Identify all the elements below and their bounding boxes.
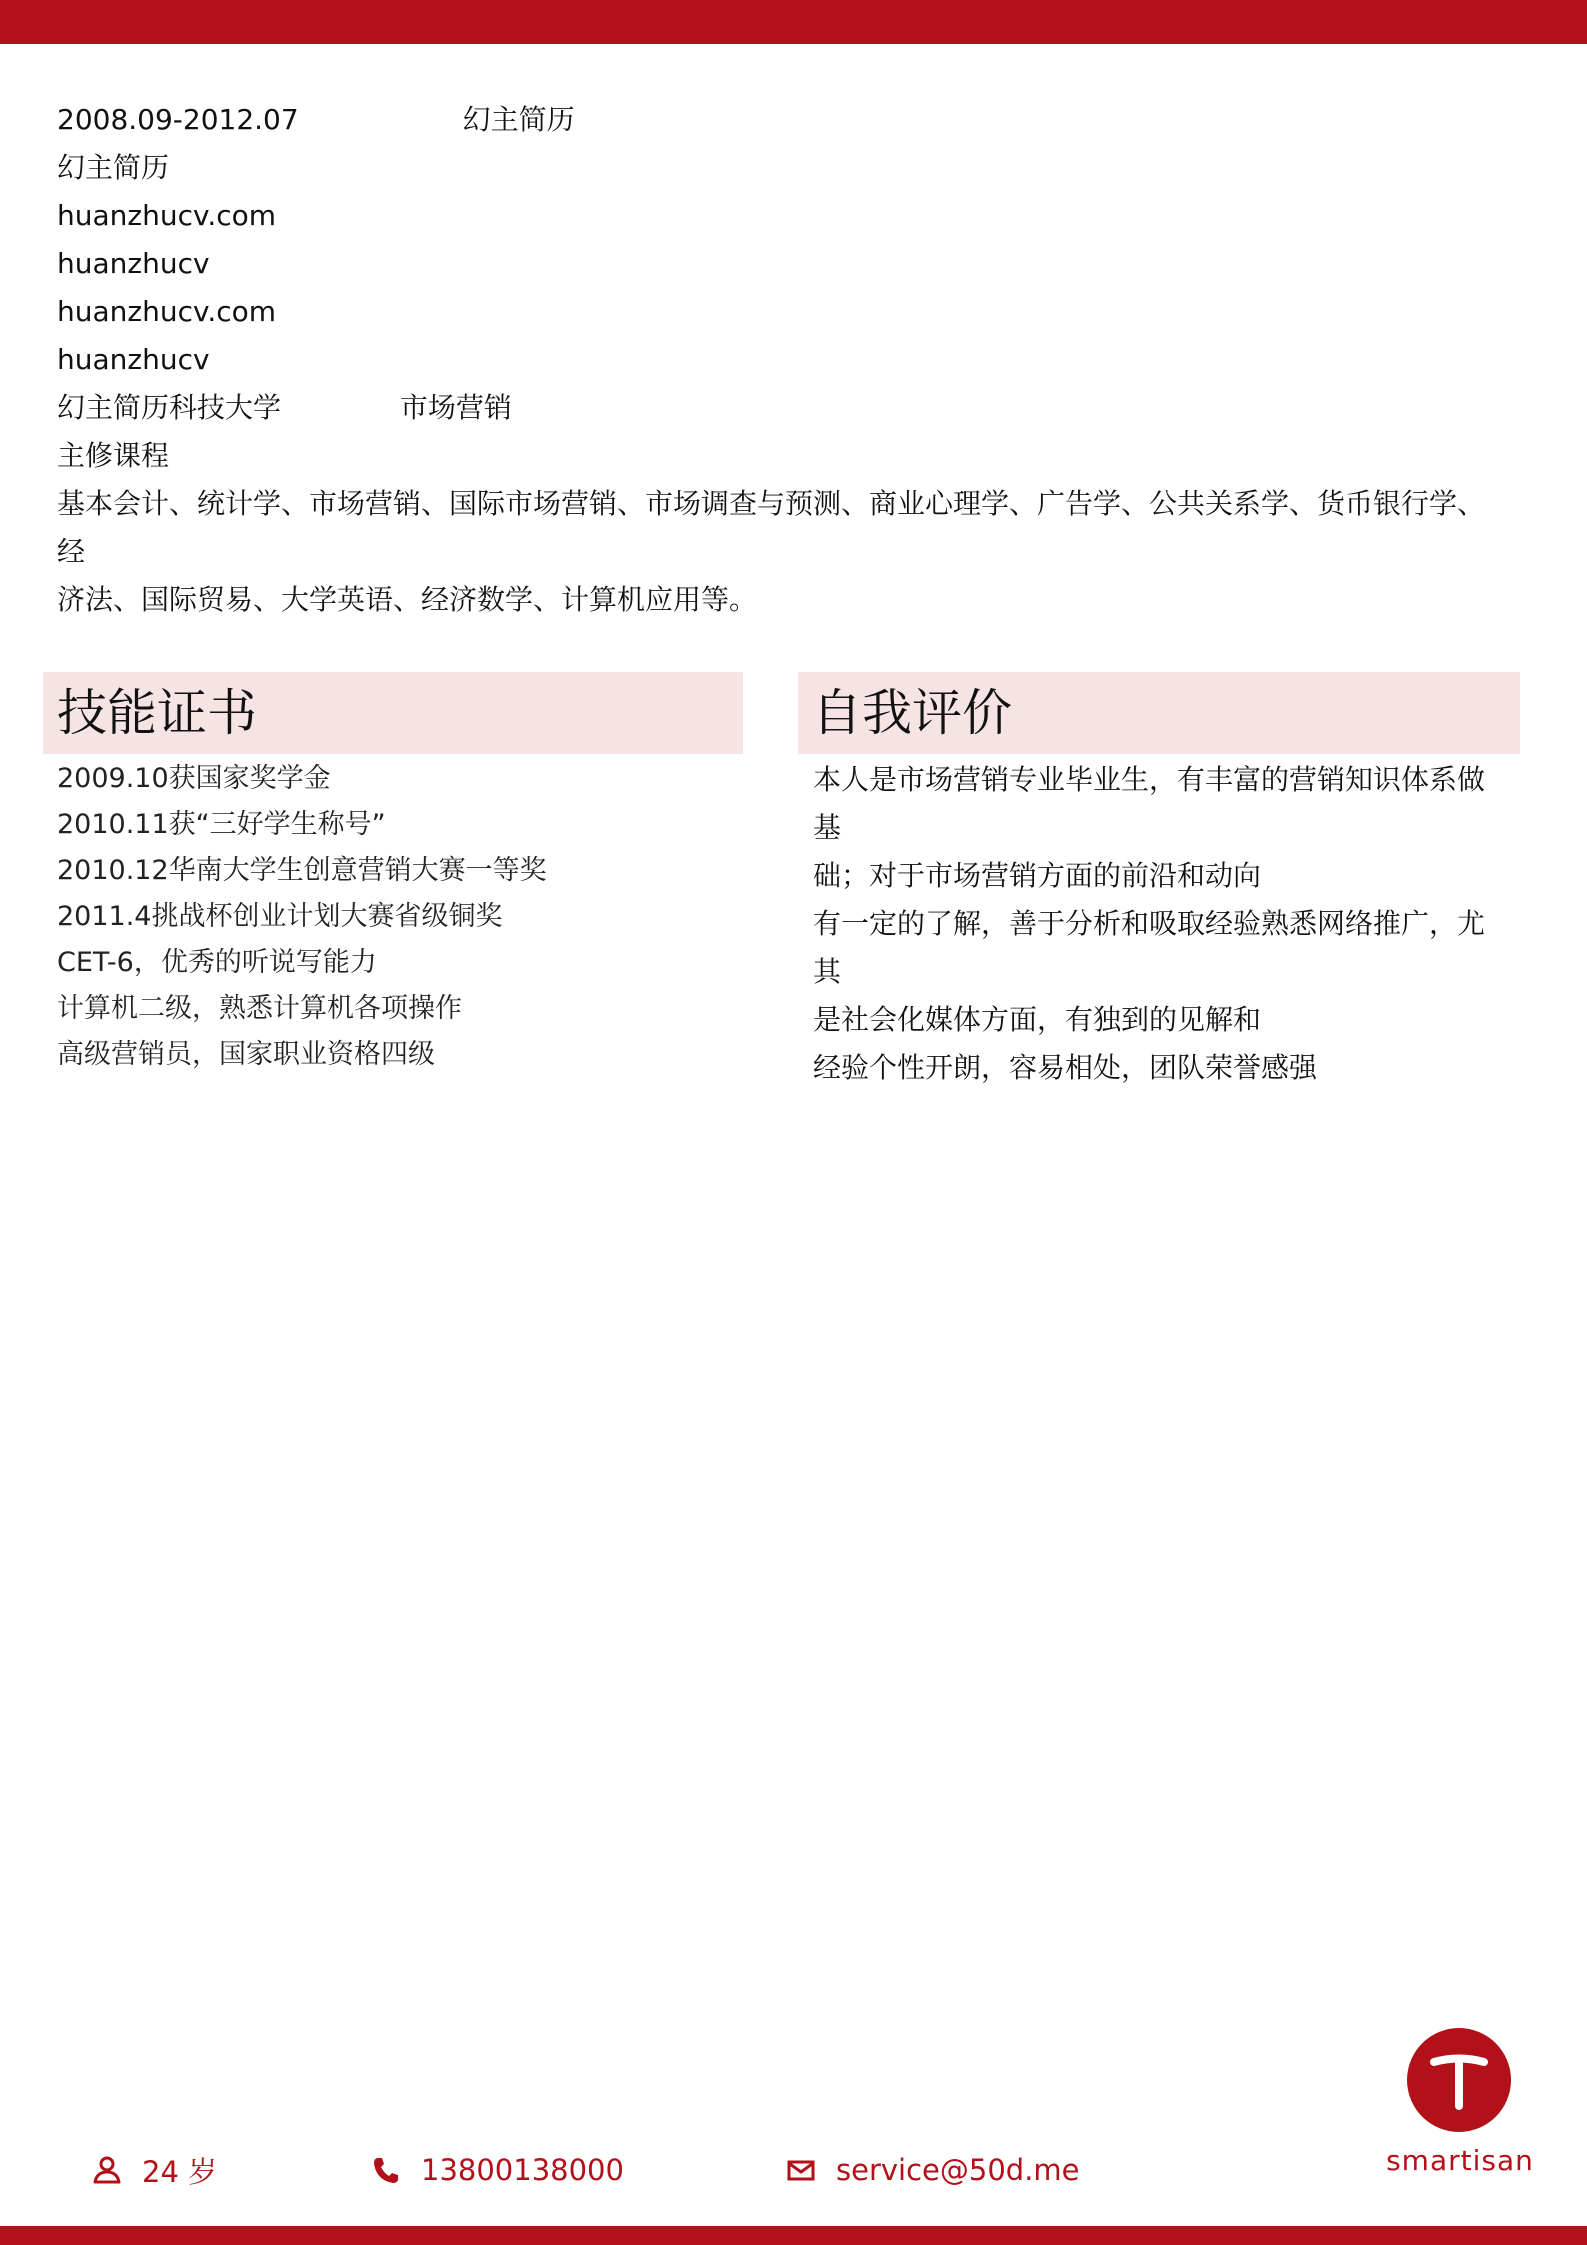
- logo-circle: [1407, 2028, 1511, 2132]
- skills-header: [43, 672, 743, 754]
- t-glyph-icon: [1407, 2028, 1511, 2132]
- phone-item: [371, 2150, 624, 2190]
- mail-icon: [786, 2155, 816, 2185]
- self-eval-title: 自我评价: [812, 684, 1012, 742]
- self-eval-line: 是社会化媒体方面，有独到的见解和: [813, 1003, 1262, 1036]
- age-text: 24 岁: [142, 2154, 218, 2189]
- self-eval-text: [798, 756, 1503, 1092]
- education-section: [57, 96, 1517, 624]
- education-line: huanzhucv.com: [57, 199, 277, 232]
- self-eval-section: [798, 672, 1520, 1092]
- education-line: huanzhucv: [57, 247, 210, 280]
- list-item: 2011.4挑战杯创业计划大赛省级铜奖: [57, 901, 503, 932]
- person-icon: [92, 2155, 122, 2185]
- education-period: 2008.09-2012.07: [57, 103, 299, 136]
- skills-list: [43, 756, 743, 1078]
- age-item: [92, 2150, 217, 2190]
- education-line: huanzhucv.com: [57, 295, 277, 328]
- education-line: 幻主简历: [57, 151, 170, 184]
- courses-title: 主修课程: [57, 439, 170, 472]
- list-item: CET-6，优秀的听说写能力: [57, 947, 377, 978]
- list-item: 2010.12华南大学生创意营销大赛一等奖: [57, 855, 547, 886]
- phone-text: 13800138000: [421, 2153, 624, 2187]
- top-accent-bar: [0, 0, 1587, 44]
- skills-title: 技能证书: [57, 684, 257, 742]
- courses-line: 济法、国际贸易、大学英语、经济数学、计算机应用等。: [57, 583, 758, 616]
- list-item: 计算机二级，熟悉计算机各项操作: [57, 993, 462, 1024]
- bottom-accent-bar: [0, 2226, 1587, 2245]
- self-eval-header: [798, 672, 1520, 754]
- contact-footer: [0, 2150, 1587, 2190]
- courses-line: 基本会计、统计学、市场营销、国际市场营销、市场调查与预测、商业心理学、广告学、公共关系学、货币银行学、经: [57, 487, 1486, 568]
- list-item: 高级营销员，国家职业资格四级: [57, 1039, 435, 1070]
- email-item: [786, 2150, 1080, 2190]
- school-major-row: [57, 384, 1517, 432]
- self-eval-line: 经验个性开朗，容易相处，团队荣誉感强: [813, 1051, 1318, 1084]
- email-text: service@50d.me: [836, 2153, 1080, 2187]
- education-header-row: [57, 96, 1517, 144]
- logo-text: smartisan: [1386, 2144, 1534, 2177]
- self-eval-line: 本人是市场营销专业毕业生，有丰富的营销知识体系做基: [813, 763, 1486, 844]
- list-item: 2009.10获国家奖学金: [57, 763, 331, 794]
- self-eval-line: 有一定的了解，善于分析和吸取经验熟悉网络推广，尤其: [813, 907, 1486, 988]
- phone-icon: [371, 2155, 401, 2185]
- self-eval-line: 础；对于市场营销方面的前沿和动向: [813, 859, 1262, 892]
- courses-text: [57, 480, 1507, 624]
- major-name: 市场营销: [399, 391, 512, 424]
- education-name: 幻主简历: [462, 103, 575, 136]
- skills-section: [43, 672, 743, 1078]
- school-name: 幻主简历科技大学: [57, 391, 282, 424]
- list-item: 2010.11获“三好学生称号”: [57, 809, 386, 840]
- education-line: huanzhucv: [57, 343, 210, 376]
